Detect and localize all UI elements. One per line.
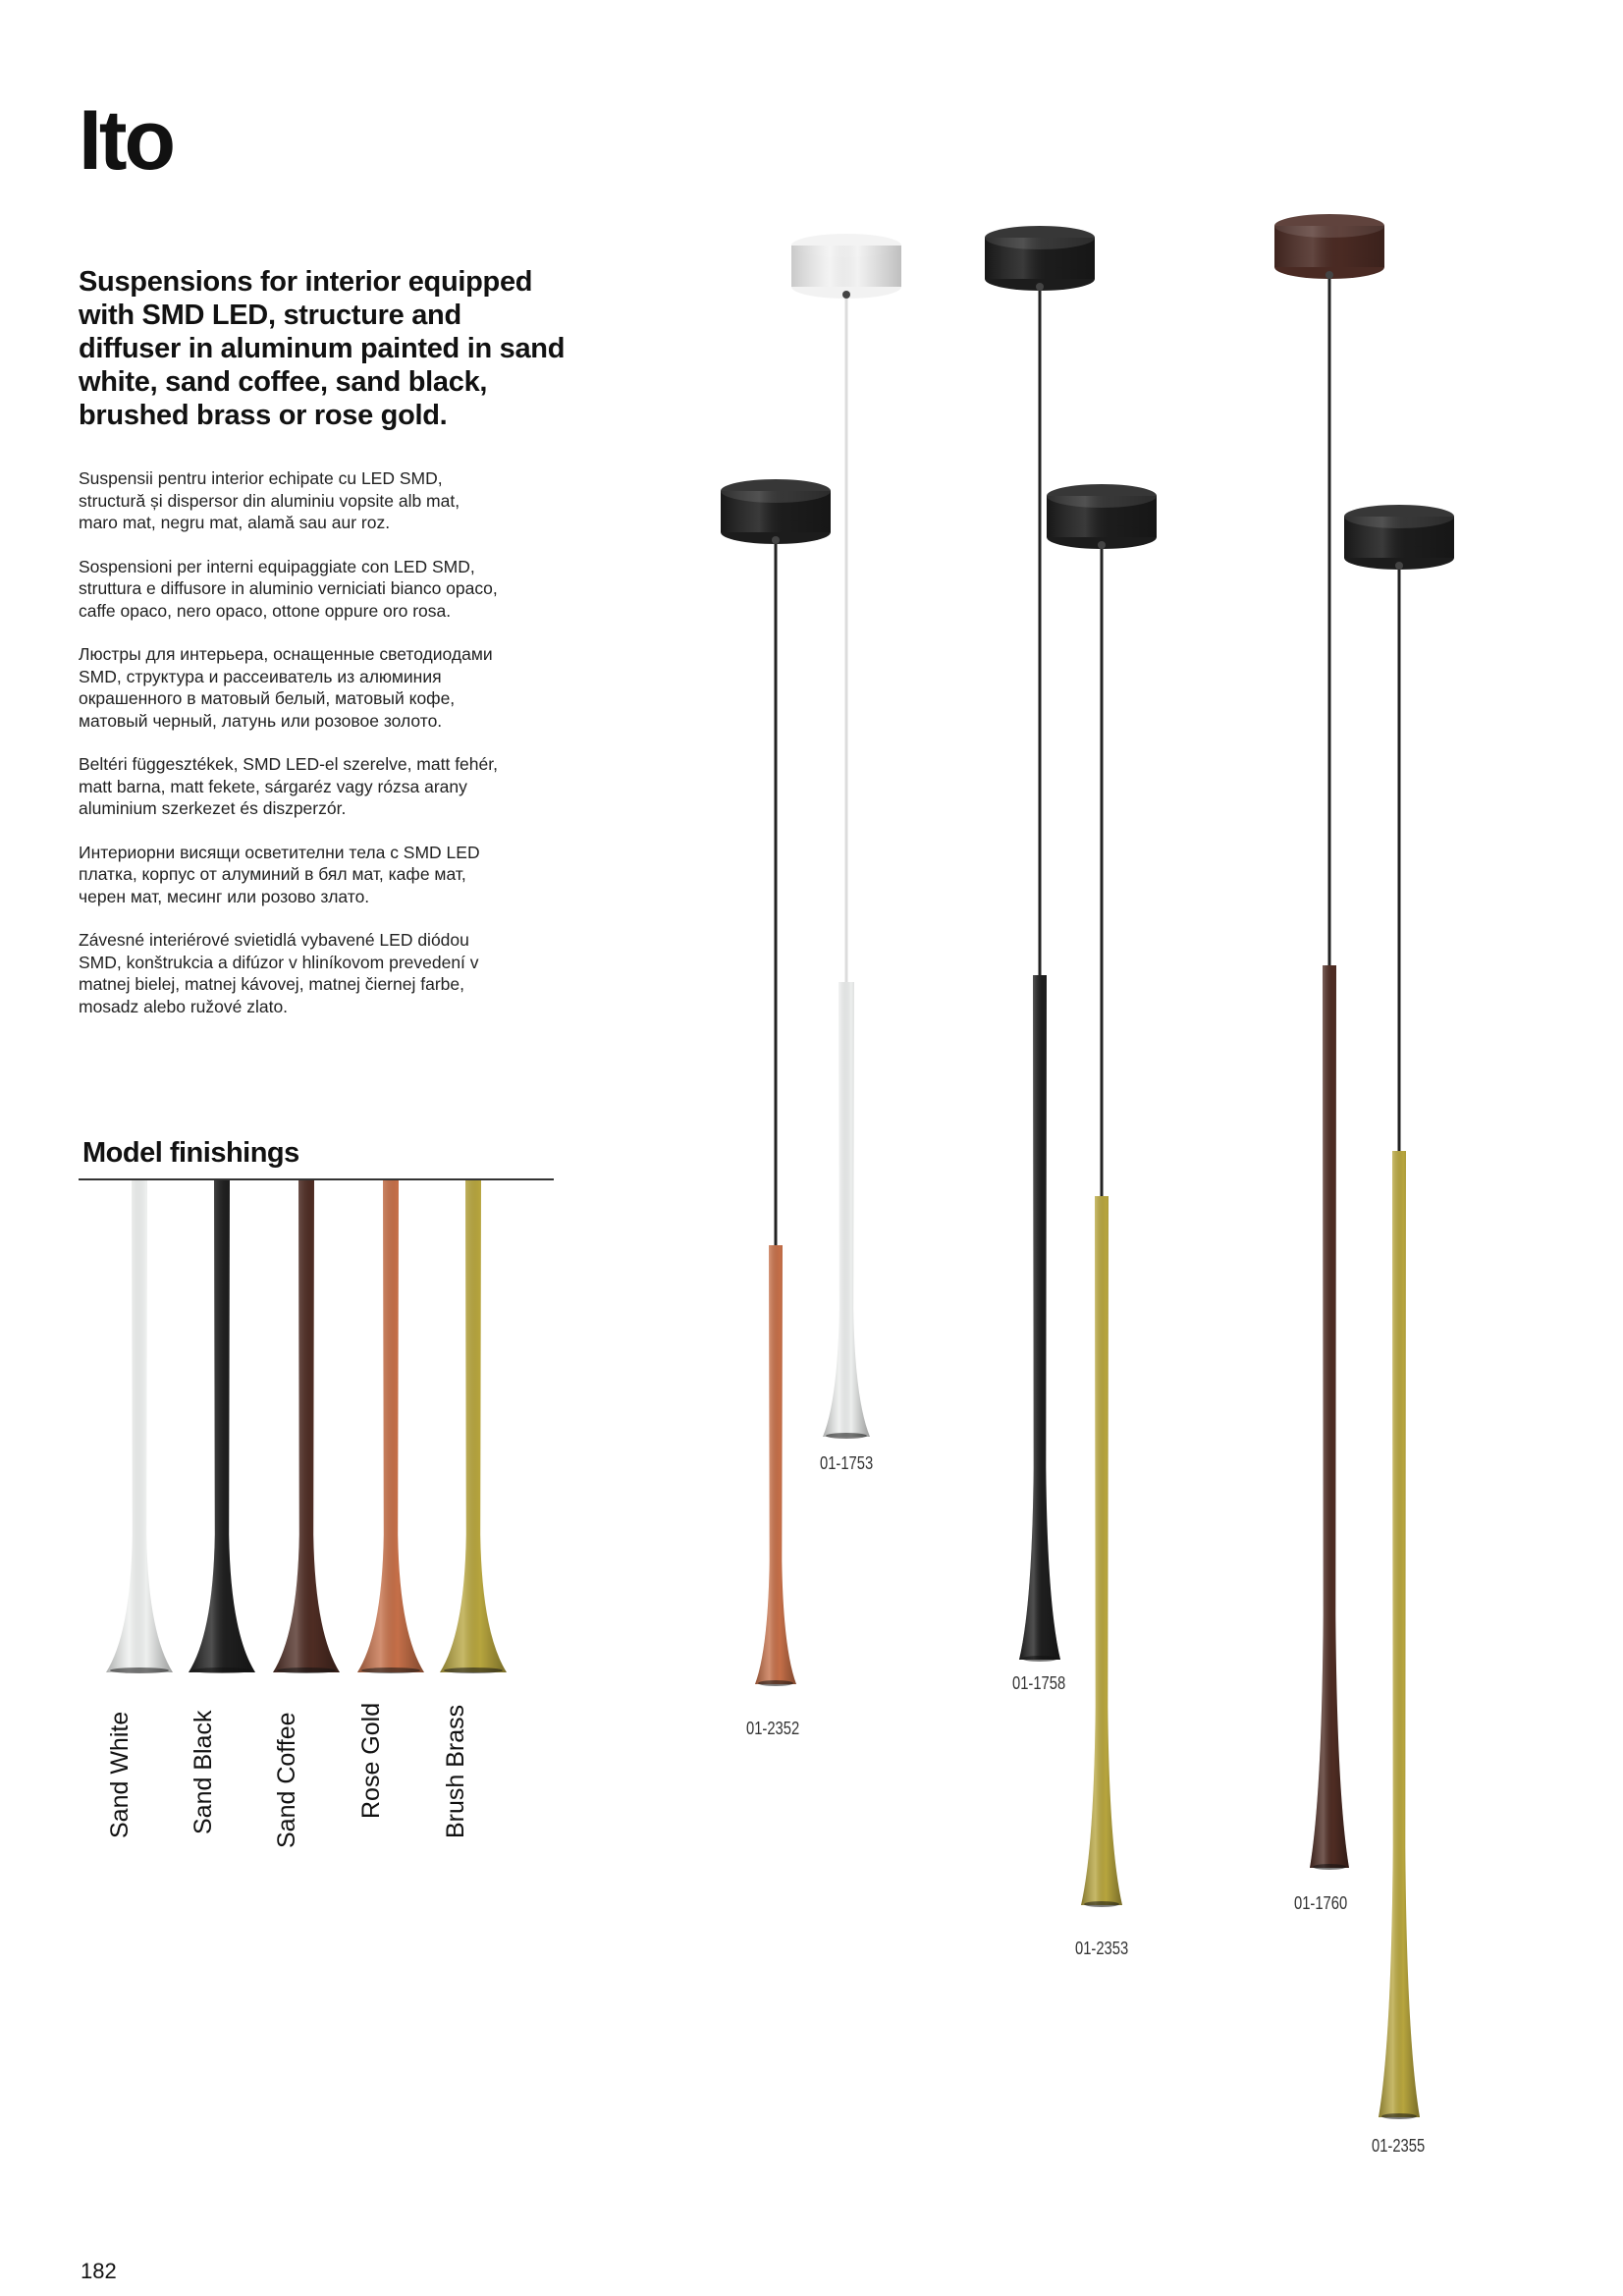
swatch-sand-coffee <box>273 1180 340 1673</box>
swatch-bottom-opening <box>361 1667 420 1673</box>
swatch-shading <box>189 1180 255 1672</box>
swatch-rose-gold <box>357 1180 424 1673</box>
product-code-01-2355: 01-2355 <box>1372 2136 1426 2156</box>
finish-swatches <box>106 1180 507 1673</box>
pendant-01-1760 <box>1274 214 1384 1870</box>
finish-label-sand-white: Sand White <box>106 1711 134 1838</box>
pendant-bottom-opening <box>1313 1864 1346 1870</box>
product-title: Ito <box>79 93 174 188</box>
pendant-bottom-opening <box>1381 2113 1417 2119</box>
pendant-body-shading <box>755 1245 796 1684</box>
pendant-body-shading <box>823 982 870 1437</box>
pendant-bottom-opening <box>826 1433 867 1439</box>
description-ru: Люстры для интерьера, оснащенные светодиодами SMD, структура и рассеиватель из алюминия окрашенного в матовый белый, матовый кофе, матовый черный, латунь или розовое золото. <box>79 644 493 731</box>
description-sk: Závesné interiérové svietidlá vybavené LED diódou SMD, konštrukcia a difúzor v hliníkovom prevedení v matnej bielej, matnej kávovej, matnej čiernej farbe, mosadz alebo ružové zlato. <box>79 930 479 1016</box>
canopy-shading <box>985 238 1095 279</box>
pendant-01-2352 <box>721 479 831 1686</box>
swatch-shading <box>273 1180 340 1672</box>
swatch-sand-white <box>106 1180 173 1673</box>
canopy-grommet <box>772 536 780 544</box>
swatch-bottom-opening <box>277 1667 336 1673</box>
canopy-shading <box>1047 496 1157 537</box>
description-ro: Suspensii pentru interior echipate cu LED SMD, structură și dispersor din aluminiu vopsite alb mat, maro mat, negru mat, alamă sau aur roz. <box>79 468 460 532</box>
canopy-grommet <box>1098 541 1106 549</box>
product-description: Suspensions for interior equipped with SMD LED, structure and diffuser in aluminum painted in sand white, sand coffee, sand black, brushed brass or rose gold. <box>79 266 566 431</box>
product-code-01-1760: 01-1760 <box>1294 1893 1348 1913</box>
canopy-grommet <box>1325 271 1333 279</box>
swatch-brush-brass <box>440 1180 507 1673</box>
swatch-bottom-opening <box>110 1667 169 1673</box>
canopy-shading <box>791 246 901 287</box>
product-code-01-1758: 01-1758 <box>1012 1673 1066 1693</box>
pendant-bottom-opening <box>1084 1901 1119 1907</box>
description-bg: Интериорни висящи осветителни тела с SMD LED платка, корпус от алуминий в бял мат, кафе мат, черен мат, месинг или розово злато. <box>79 842 480 906</box>
pendant-body-shading <box>1379 1151 1420 2117</box>
page-number: 182 <box>81 2259 117 2283</box>
finishings-title: Model finishings <box>82 1137 299 1169</box>
finishings-divider <box>79 1178 554 1180</box>
translations <box>79 467 560 1039</box>
swatch-sand-black <box>189 1180 255 1673</box>
canopy-grommet <box>1036 283 1044 291</box>
swatch-bottom-opening <box>444 1667 503 1673</box>
pendant-bottom-opening <box>758 1680 793 1686</box>
finish-label-sand-coffee: Sand Coffee <box>273 1712 300 1848</box>
product-code-01-1753: 01-1753 <box>820 1453 874 1473</box>
pendant-body-shading <box>1310 965 1349 1868</box>
swatch-shading <box>106 1180 173 1672</box>
swatch-shading <box>357 1180 424 1672</box>
canopy-shading <box>721 491 831 532</box>
description-hu: Beltéri függesztékek, SMD LED-el szerelve, matt fehér, matt barna, matt fekete, sárgaréz vagy rózsa arany aluminium szerkezet és diszperzór. <box>79 754 498 818</box>
pendant-body-shading <box>1019 975 1060 1660</box>
finish-label-brush-brass: Brush Brass <box>442 1704 469 1838</box>
swatch-shading <box>440 1180 507 1672</box>
pendant-body-shading <box>1081 1196 1122 1905</box>
product-code-01-2353: 01-2353 <box>1075 1939 1129 1958</box>
finish-label-rose-gold: Rose Gold <box>357 1702 385 1819</box>
pendant-bottom-opening <box>1022 1656 1057 1662</box>
pendant-lamps <box>721 214 1454 2119</box>
pendant-01-1753 <box>791 234 901 1439</box>
pendant-01-2355 <box>1344 505 1454 2119</box>
canopy-shading <box>1344 517 1454 558</box>
canopy-grommet <box>842 291 850 299</box>
swatch-bottom-opening <box>192 1667 251 1673</box>
canopy-shading <box>1274 226 1384 267</box>
finish-label-sand-black: Sand Black <box>189 1710 217 1834</box>
description-it: Sospensioni per interni equipaggiate con LED SMD, struttura e diffusore in aluminio verniciati bianco opaco, caffe opaco, nero opaco, ottone oppure oro rosa. <box>79 556 498 621</box>
canopy-grommet <box>1395 562 1403 570</box>
product-code-01-2352: 01-2352 <box>746 1719 800 1738</box>
pendant-01-1758 <box>985 226 1095 1662</box>
